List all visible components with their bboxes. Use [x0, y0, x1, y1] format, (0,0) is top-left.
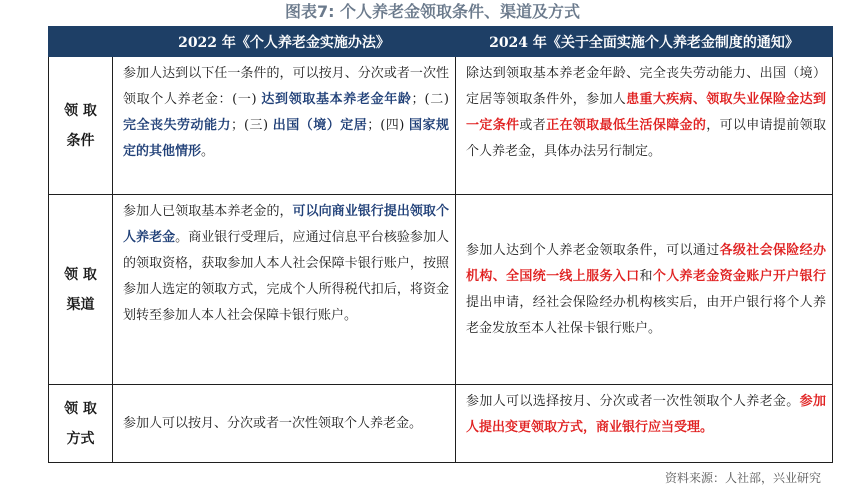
- highlighted-text: 个人养老金资金账户开户银行: [652, 268, 826, 284]
- body-text: 参加人可以选择按月、分次或者一次性领取个人养老金。: [466, 394, 800, 409]
- row-label-line-1: 领 取: [64, 266, 97, 283]
- header-row: [49, 27, 833, 57]
- source-note: 资料来源：人社部，兴业研究: [664, 471, 821, 485]
- cell-conditions-2024: [456, 57, 833, 195]
- row-label-line-2: 渠道: [66, 296, 95, 313]
- body-text: ；(二): [411, 92, 449, 107]
- row-conditions: [49, 57, 833, 195]
- cell-channels-2022: [113, 195, 456, 385]
- body-text: 。商业银行受理后，应通过信息平台核验参加人的领取资格，获取参加人本人社会保障卡银行账户，按照参加人选定的领取方式，完成个人所得税代扣后，将资金划转至参加人本人社会保障卡银行账户。: [123, 230, 449, 323]
- cell-conditions-2022: [113, 57, 456, 195]
- header-corner: [49, 27, 113, 57]
- body-text: ；(三): [230, 118, 273, 133]
- cell-channels-2024: [456, 195, 833, 385]
- highlighted-text: 正在领取最低生活保障金的: [546, 118, 707, 133]
- body-text: 参加人达到以下任一条件的，可以按月、分次或者一次性领取个人养老金：(一): [123, 66, 449, 107]
- highlighted-text: 完全丧失劳动能力: [123, 118, 231, 133]
- header-2024-notice: 2024 年《关于全面实施个人养老金制度的通知》: [456, 27, 833, 57]
- body-text: 参加人可以按月、分次或者一次性领取个人养老金。: [123, 415, 423, 431]
- highlighted-text: 达到领取基本养老金年龄: [261, 92, 412, 107]
- body-text: 除达到领取基本养老金年龄、完全丧失劳动能力、出国（境）定居等领取条件外，参加人: [466, 66, 826, 107]
- highlighted-text: 参加人提出变更领取方式，商业银行应当受理。: [466, 394, 826, 435]
- highlighted-text: 可以向商业银行提出领取个人养老金: [123, 204, 449, 245]
- body-text: 或者: [519, 118, 547, 133]
- row-methods: [49, 385, 833, 463]
- body-text: 参加人达到个人养老金领取条件，可以通过: [466, 242, 720, 258]
- page-title: 图表7: 个人养老金领取条件、渠道及方式: [284, 2, 581, 21]
- body-text: ，可以申请提前领取个人养老金，具体办法另行制定。: [466, 118, 826, 159]
- highlighted-text: 出国（境）定居: [272, 118, 368, 133]
- row-label-methods: [49, 385, 113, 463]
- row-label-conditions: [49, 57, 113, 195]
- body-text: 提出申请，经社会保险经办机构核实后，由开户银行将个人养老金发放至本人社保卡银行账户。: [466, 294, 826, 336]
- comparison-table: [48, 26, 833, 463]
- row-channels: [49, 195, 833, 385]
- highlighted-text: 国家规定的其他情形: [123, 118, 449, 159]
- row-label-line-1: 领 取: [64, 102, 97, 119]
- highlighted-text: 患重大疾病、领取失业保险金达到一定条件: [466, 92, 826, 133]
- body-text: ；(四): [367, 118, 409, 133]
- row-label-line-2: 条件: [66, 132, 95, 149]
- cell-methods-2024: [456, 385, 833, 463]
- row-label-line-1: 领 取: [64, 400, 97, 417]
- cell-methods-2022: [113, 385, 456, 463]
- body-text: 和: [639, 268, 653, 284]
- header-2022-measures: 2022 年《个人养老金实施办法》: [113, 27, 456, 57]
- row-label-channels: [49, 195, 113, 385]
- body-text: 。: [201, 144, 215, 159]
- body-text: 参加人已领取基本养老金的，: [123, 204, 293, 219]
- highlighted-text: 各级社会保险经办机构、全国统一线上服务入口: [466, 242, 826, 284]
- row-label-line-2: 方式: [66, 430, 95, 447]
